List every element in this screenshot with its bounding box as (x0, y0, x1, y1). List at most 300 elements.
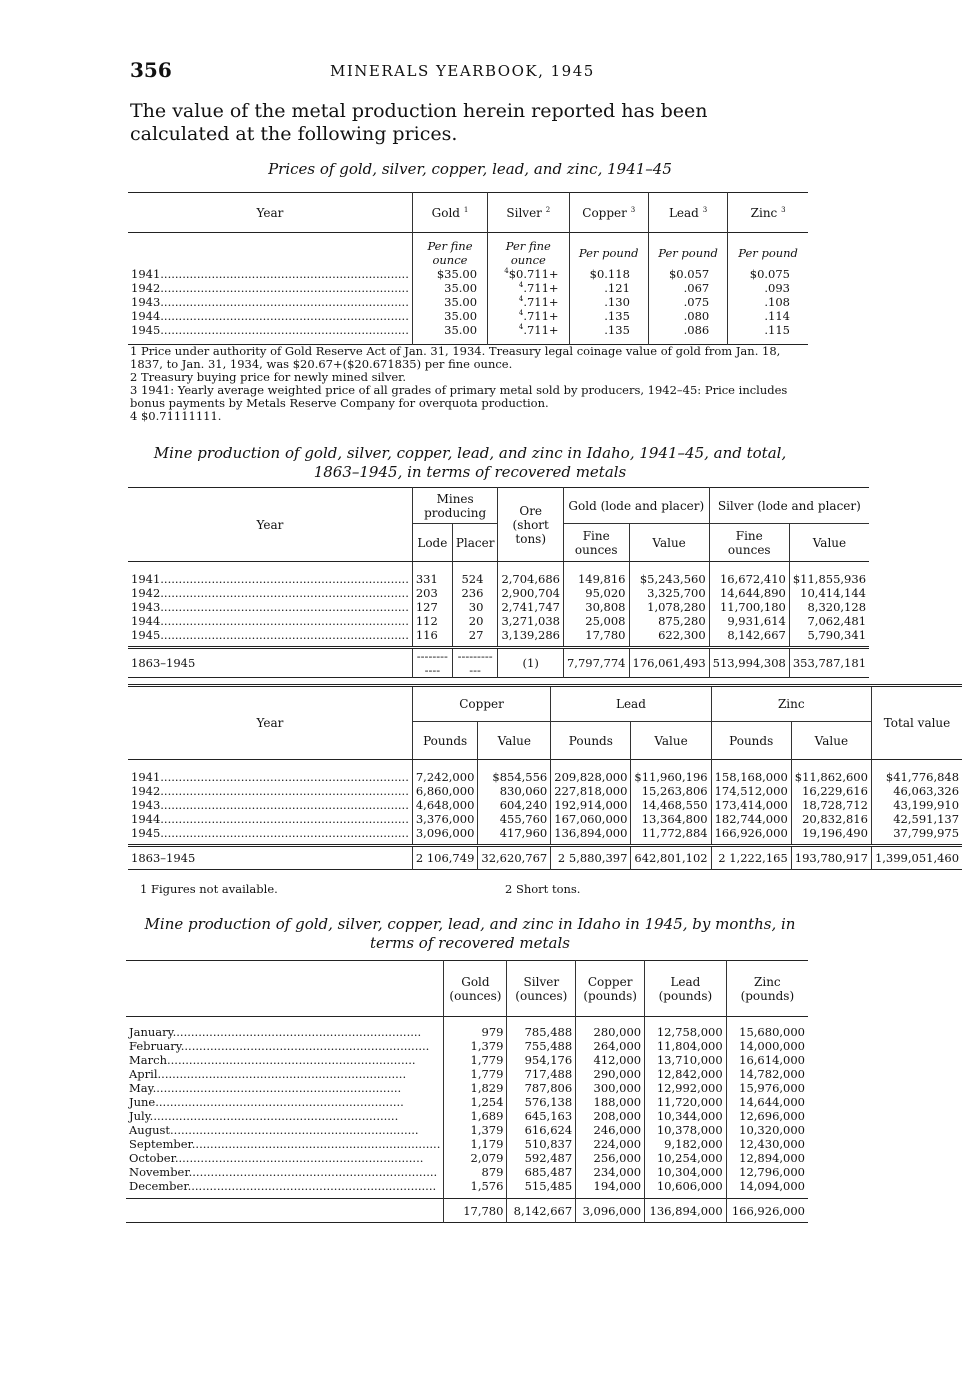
cell-silver (488, 295, 569, 309)
cell-copper: 246,000 (576, 1123, 645, 1137)
row-label-text: February (129, 1038, 181, 1053)
col-placer: Placer (452, 524, 498, 562)
table-row (128, 267, 808, 281)
cell-ore: 3,271,038 (498, 614, 564, 628)
col-year: Year (128, 488, 412, 562)
cell-gold_oz: 17,780 (563, 628, 629, 642)
cell-value: 35.00 (444, 308, 478, 323)
cell-silver: 576,138 (507, 1095, 576, 1109)
cell-gold: 1,576 (444, 1179, 507, 1193)
cell-gold_oz: 30,808 (563, 600, 629, 614)
cell-pb_val: 13,364,800 (631, 812, 711, 826)
cell-zinc (728, 267, 808, 281)
prices-caption: Prices of gold, silver, copper, lead, and zinc, 1941–45 (268, 160, 672, 178)
row-label (126, 1109, 444, 1123)
row-label-text: 1945 (131, 825, 161, 840)
cell-lead: 10,344,000 (645, 1109, 727, 1123)
row-label (126, 1123, 444, 1137)
cell-zinc (728, 281, 808, 295)
cell-copper: 290,000 (576, 1067, 645, 1081)
table-row (128, 798, 962, 812)
cell-lead: 11,804,000 (645, 1039, 727, 1053)
row-label (128, 323, 412, 337)
cell-silver_oz: 14,644,890 (709, 586, 789, 600)
cell-lead: 11,720,000 (645, 1095, 727, 1109)
row-label-text: January (129, 1024, 173, 1039)
row-label-text: March (129, 1052, 167, 1067)
cell-gold: 1,254 (444, 1095, 507, 1109)
cell-zinc: 12,430,000 (739, 1136, 805, 1151)
row-label-text: 1941 (131, 266, 161, 281)
cell-lead: 10,304,000 (645, 1165, 727, 1179)
cell-lead: 10,606,000 (645, 1179, 727, 1193)
cell-lode: 112 (412, 614, 452, 628)
row-label (128, 267, 412, 281)
cell-zinc: 14,094,000 (739, 1178, 805, 1193)
cell-zn_val: 18,728,712 (791, 798, 871, 812)
cell-total: $41,776,848 (885, 769, 960, 784)
col-silver: Silver (lode and placer) (709, 488, 869, 524)
row-label-text: November (129, 1164, 189, 1179)
cell-lead: 9,182,000 (645, 1137, 727, 1151)
cell-cu_val: 604,240 (478, 798, 551, 812)
prices-col-silver: Silver $^2$ (488, 193, 569, 233)
row-label (126, 1151, 444, 1165)
row-label (128, 281, 412, 295)
cell-lode: 331 (412, 572, 452, 586)
cell-zn_lb: 182,744,000 (711, 812, 791, 826)
cell-gold_val: 622,300 (629, 628, 709, 642)
cell-copper: 208,000 (576, 1109, 645, 1123)
page-number: 356 (130, 58, 172, 82)
col-mines-producing: Mines producing (412, 488, 498, 524)
table-row (126, 1067, 808, 1081)
cell-pb_val: 11,772,884 (631, 826, 711, 840)
table-row (128, 628, 869, 642)
cell-zinc: 12,696,000 (739, 1108, 805, 1123)
cell-silver: 717,488 (507, 1067, 576, 1081)
table-row (126, 1165, 808, 1179)
col-silver-value: Value (812, 535, 847, 550)
cell-zinc: 10,320,000 (739, 1122, 805, 1137)
cell-gold (412, 295, 487, 309)
cell-silver: 954,176 (507, 1053, 576, 1067)
footnote-marker: 4 (518, 322, 524, 331)
table-row (128, 770, 962, 784)
cell-silver: 787,806 (507, 1081, 576, 1095)
table-row (126, 1137, 808, 1151)
cell-cu_lb: 3,096,000 (412, 826, 478, 840)
cell-silver: 785,488 (507, 1025, 576, 1039)
col-lead-pounds: Lead (pounds) (645, 961, 727, 1017)
intro-paragraph: The value of the metal production herein reported has been calculated at the following prices. (130, 100, 708, 145)
cell-cu_lb: 7,242,000 (412, 770, 478, 784)
cell-silver_oz: 9,931,614 (709, 614, 789, 628)
cell-zinc: 14,644,000 (739, 1094, 805, 1109)
row-label (128, 600, 412, 614)
cell-gold_val: 1,078,280 (629, 600, 709, 614)
cell-cu_lb: 4,648,000 (412, 798, 478, 812)
prices-col-lead: Lead $^3$ (648, 193, 727, 233)
cell-zn_lb: 173,414,000 (711, 798, 791, 812)
cell-lead (648, 267, 727, 281)
cell-value: .080 (683, 308, 710, 323)
cell-silver (488, 267, 569, 281)
row-label (126, 1137, 444, 1151)
col-copper-pounds: Copper (pounds) (576, 961, 645, 1017)
col-gold-value: Value (629, 524, 709, 562)
cell-pb_lb: 167,060,000 (551, 812, 631, 826)
cell-gold: 2,079 (444, 1151, 507, 1165)
row-label-text: 1942 (131, 280, 161, 295)
cell-placer: 27 (452, 628, 498, 642)
cell-silver_val: $11,855,936 (792, 571, 867, 586)
cell-value: $0.075 (749, 266, 790, 281)
footnote: 4 $0.71111111. (130, 409, 222, 423)
cell-copper: 194,000 (576, 1179, 645, 1193)
cell-value: $35.00 (436, 266, 478, 281)
cell-gold (412, 323, 487, 337)
cell-silver_val: 10,414,144 (800, 585, 867, 600)
row-label-text: 1943 (131, 797, 161, 812)
cell-value: .108 (764, 294, 790, 309)
cell-placer: 30 (452, 600, 498, 614)
cell-value: .135 (604, 308, 630, 323)
cell-lead (648, 295, 727, 309)
cell-copper (569, 309, 648, 323)
cell-silver_oz: 8,142,667 (709, 628, 789, 642)
row-label-text: 1942 (131, 783, 161, 798)
cell-silver: 755,488 (507, 1039, 576, 1053)
cell-value: .067 (683, 280, 710, 295)
row-label-text: 1941 (131, 571, 161, 586)
cell-silver (488, 309, 569, 323)
cell-pb_lb: 227,818,000 (551, 784, 631, 798)
row-label (128, 770, 412, 784)
cell-copper (569, 281, 648, 295)
row-label-text: December (129, 1178, 188, 1193)
cell-silver_oz: 16,672,410 (709, 572, 789, 586)
cell-silver (488, 281, 569, 295)
cell-gold_oz: 149,816 (563, 572, 629, 586)
col-copper-value: Value (478, 722, 551, 760)
cell-zn_lb: 174,512,000 (711, 784, 791, 798)
row-label-text: July (129, 1108, 150, 1123)
prices-unit: Per fine ounce (412, 239, 487, 267)
cell-pb_val: 14,468,550 (631, 798, 711, 812)
cell-lead: 12,758,000 (645, 1025, 727, 1039)
cell-zinc: 16,614,000 (739, 1052, 805, 1067)
production-footnote-1: 1 Figures not available. (140, 882, 278, 896)
table-row (126, 1123, 808, 1137)
table-row (126, 1053, 808, 1067)
row-label (126, 1095, 444, 1109)
table-row (126, 1039, 808, 1053)
prices-unit: Per pound (738, 245, 798, 260)
cell-copper: 300,000 (576, 1081, 645, 1095)
cell-gold (412, 309, 487, 323)
cell-gold (412, 267, 487, 281)
cell-value: .711+ (523, 294, 559, 309)
cell-silver_oz: 11,700,180 (709, 600, 789, 614)
cell-gold: 1,179 (444, 1137, 507, 1151)
col-year: Year (128, 686, 412, 760)
row-label-text: 1943 (131, 294, 161, 309)
row-label-text: June (129, 1094, 156, 1109)
col-zinc-pounds: Zinc (pounds) (740, 974, 795, 1003)
cell-gold: 1,379 (444, 1123, 507, 1137)
cell-gold_oz: 25,008 (563, 614, 629, 628)
cell-pb_lb: 192,914,000 (551, 798, 631, 812)
row-label (126, 1179, 444, 1193)
cell-value: $0.118 (589, 266, 630, 281)
cell-cu_val: $854,556 (478, 770, 551, 784)
cell-total: 46,063,326 (893, 783, 960, 798)
table-row (128, 323, 808, 337)
cell-value: .130 (604, 294, 630, 309)
cell-value: .121 (604, 280, 630, 295)
col-gold-ounces: Gold (ounces) (444, 961, 507, 1017)
cell-cu_val: 455,760 (478, 812, 551, 826)
col-silver-ounces: Silver (ounces) (507, 961, 576, 1017)
cell-value: .711+ (523, 322, 559, 337)
cell-zinc (728, 323, 808, 337)
row-label (126, 1081, 444, 1095)
col-gold-fine-ounces: Fine ounces (563, 524, 629, 562)
cell-value: .115 (764, 322, 790, 337)
row-label-text: 1943 (131, 599, 161, 614)
col-total-value: Total value (871, 686, 962, 760)
row-label-text: May (129, 1080, 153, 1095)
table-row-total: 17,780 8,142,667 3,096,000 136,894,000 166,926,000 (126, 1199, 808, 1223)
cell-gold_val: 3,325,700 (629, 586, 709, 600)
cell-copper: 234,000 (576, 1165, 645, 1179)
row-label (128, 784, 412, 798)
cell-copper: 412,000 (576, 1053, 645, 1067)
col-zinc: Zinc (711, 686, 871, 722)
cell-gold: 1,379 (444, 1039, 507, 1053)
cell-value: $0.711+ (508, 266, 559, 281)
cell-zn_val: 19,196,490 (791, 826, 871, 840)
cell-copper (569, 295, 648, 309)
prices-col-gold: Gold $^1$ (412, 193, 487, 233)
cell-copper: 280,000 (576, 1025, 645, 1039)
row-label (128, 798, 412, 812)
table-row-total: 1863–1945 2 106,749 32,620,767 2 5,880,397 642,801,102 2 1,222,165 193,780,917 1,399,051,460 (128, 846, 962, 870)
cell-value: 35.00 (444, 280, 478, 295)
cell-total: 37,799,975 (893, 825, 960, 840)
footnote: 1 Price under authority of Gold Reserve Act of Jan. 31, 1934. Treasury legal coinage value of gold from Jan. 18, 1837, to Jan. 31, 1934, was $20.67+($20.671835) per fine ounce. (130, 344, 781, 371)
table-row (128, 586, 869, 600)
cell-value: 35.00 (444, 294, 478, 309)
cell-value: .086 (683, 322, 710, 337)
cell-zinc: 12,796,000 (739, 1164, 805, 1179)
row-label-text: April (129, 1066, 158, 1081)
cell-zinc (728, 309, 808, 323)
cell-pb_lb: 136,894,000 (551, 826, 631, 840)
cell-zinc: 14,000,000 (739, 1038, 805, 1053)
cell-zinc: 15,680,000 (739, 1024, 805, 1039)
cell-lode: 203 (412, 586, 452, 600)
col-lead-pounds: Pounds (551, 722, 631, 760)
table-row (128, 309, 808, 323)
cell-cu_lb: 6,860,000 (412, 784, 478, 798)
row-label-text: 1941 (131, 769, 161, 784)
cell-lode: 127 (412, 600, 452, 614)
row-label (128, 586, 412, 600)
cell-placer: 524 (452, 572, 498, 586)
cell-silver: 645,163 (507, 1109, 576, 1123)
cell-lead: 13,710,000 (645, 1053, 727, 1067)
cell-placer: 236 (452, 586, 498, 600)
cell-value: .075 (683, 294, 710, 309)
table-row (126, 1179, 808, 1193)
col-ore: Ore (short tons) (498, 488, 564, 562)
cell-zinc: 15,976,000 (739, 1080, 805, 1095)
cell-gold_val: $5,243,560 (629, 572, 709, 586)
row-label (128, 628, 412, 642)
prices-table (128, 192, 808, 345)
cell-copper (569, 267, 648, 281)
cell-value: .114 (764, 308, 790, 323)
production-caption: Mine production of gold, silver, copper, lead, and zinc in Idaho, 1941–45, and total, 1863–1945, in terms of recovered metals (153, 444, 787, 481)
table-row (128, 281, 808, 295)
cell-total: 42,591,137 (893, 811, 960, 826)
cell-gold_oz: 95,020 (563, 586, 629, 600)
cell-lead (648, 323, 727, 337)
row-label-text: September (129, 1136, 192, 1151)
running-head: MINERALS YEARBOOK, 1945 (330, 62, 595, 80)
cell-lode: 116 (412, 628, 452, 642)
row-label-text: 1942 (131, 585, 161, 600)
cell-lead: 12,992,000 (645, 1081, 727, 1095)
cell-lead: 12,842,000 (645, 1067, 727, 1081)
row-label-text: August (129, 1122, 171, 1137)
row-label-text: 1944 (131, 613, 161, 628)
col-zinc-value: Value (791, 722, 871, 760)
prices-unit: Per fine ounce (488, 239, 569, 267)
cell-value: .711+ (523, 280, 559, 295)
cell-gold: 1,779 (444, 1053, 507, 1067)
table-row (126, 1025, 808, 1039)
cell-zinc: 12,894,000 (739, 1150, 805, 1165)
table-row (128, 295, 808, 309)
col-zinc-pounds: Pounds (711, 722, 791, 760)
cell-value: .135 (604, 322, 630, 337)
footnote: 2 Treasury buying price for newly mined silver. (130, 370, 407, 384)
cell-silver: 685,487 (507, 1165, 576, 1179)
row-label (126, 1165, 444, 1179)
col-gold: Gold (lode and placer) (563, 488, 709, 524)
prices-unit: Per pound (569, 239, 648, 267)
cell-gold: 1,689 (444, 1109, 507, 1123)
cell-zn_val: 16,229,616 (791, 784, 871, 798)
cell-copper: 224,000 (576, 1137, 645, 1151)
cell-gold: 1,779 (444, 1067, 507, 1081)
monthly-table (126, 960, 808, 1223)
table-row (128, 826, 962, 840)
cell-copper: 264,000 (576, 1039, 645, 1053)
table-row (126, 1151, 808, 1165)
row-label-text: 1944 (131, 308, 161, 323)
table-row-total: 1863–1945 ------------ ------------ (1) 7,797,774 176,061,493 513,994,308 353,787,181 (128, 648, 869, 678)
table-row (126, 1095, 808, 1109)
cell-gold (412, 281, 487, 295)
row-label (128, 614, 412, 628)
prices-unit: Per pound (648, 239, 727, 267)
col-silver-fine-ounces: Fine ounces (709, 524, 789, 562)
production-table-part1 (128, 487, 869, 678)
cell-silver: 616,624 (507, 1123, 576, 1137)
col-lead-value: Value (631, 722, 711, 760)
cell-gold: 979 (444, 1025, 507, 1039)
table-row (128, 812, 962, 826)
row-label (128, 295, 412, 309)
row-label-text: 1945 (131, 627, 161, 642)
prices-col-zinc: Zinc $^3$ (750, 205, 786, 220)
col-copper-pounds: Pounds (412, 722, 478, 760)
cell-value: .711+ (523, 308, 559, 323)
cell-ore: 3,139,286 (498, 628, 564, 642)
row-label (128, 826, 412, 840)
footnote-marker: 4 (518, 308, 524, 317)
row-label (126, 1067, 444, 1081)
row-label-text: 1944 (131, 811, 161, 826)
row-label (128, 309, 412, 323)
table-row (128, 600, 869, 614)
cell-cu_val: 417,960 (478, 826, 551, 840)
cell-value: $0.057 (668, 266, 710, 281)
cell-zn_lb: 166,926,000 (711, 826, 791, 840)
cell-silver_val: 5,790,341 (807, 627, 867, 642)
cell-pb_val: 15,263,806 (631, 784, 711, 798)
cell-copper: 256,000 (576, 1151, 645, 1165)
cell-silver_val: 8,320,128 (807, 599, 867, 614)
table-row (128, 614, 869, 628)
cell-gold_val: 875,280 (629, 614, 709, 628)
production-table-part2 (128, 684, 962, 870)
cell-zn_val: $11,862,600 (791, 770, 871, 784)
footnote-marker: 4 (518, 280, 524, 289)
cell-lead: 10,254,000 (645, 1151, 727, 1165)
cell-gold: 879 (444, 1165, 507, 1179)
cell-silver: 515,485 (507, 1179, 576, 1193)
footnote: 3 1941: Yearly average weighted price of all grades of primary metal sold by producers, 1942–45: Price includes bonus payments by Metals Reserve Company for overquota production. (130, 383, 788, 410)
table-row (126, 1109, 808, 1123)
cell-ore: 2,741,747 (498, 600, 564, 614)
footnote-marker: 4 (504, 266, 509, 275)
cell-pb_lb: 209,828,000 (551, 770, 631, 784)
row-label-text: October (129, 1150, 175, 1165)
cell-total: 43,199,910 (893, 797, 960, 812)
cell-lead (648, 309, 727, 323)
cell-zn_val: 20,832,816 (791, 812, 871, 826)
cell-silver: 592,487 (507, 1151, 576, 1165)
col-lode: Lode (412, 524, 452, 562)
prices-col-year: Year (128, 193, 412, 233)
cell-silver_val: 7,062,481 (807, 613, 867, 628)
cell-gold: 1,829 (444, 1081, 507, 1095)
col-copper: Copper (412, 686, 550, 722)
cell-cu_lb: 3,376,000 (412, 812, 478, 826)
cell-silver: 510,837 (507, 1137, 576, 1151)
cell-zn_lb: 158,168,000 (711, 770, 791, 784)
row-label-text: 1945 (131, 322, 161, 337)
cell-lead: 10,378,000 (645, 1123, 727, 1137)
monthly-caption: Mine production of gold, silver, copper, lead, and zinc in Idaho in 1945, by months, in terms of recovered metals (144, 915, 796, 952)
row-label (126, 1025, 444, 1039)
col-lead: Lead (551, 686, 711, 722)
